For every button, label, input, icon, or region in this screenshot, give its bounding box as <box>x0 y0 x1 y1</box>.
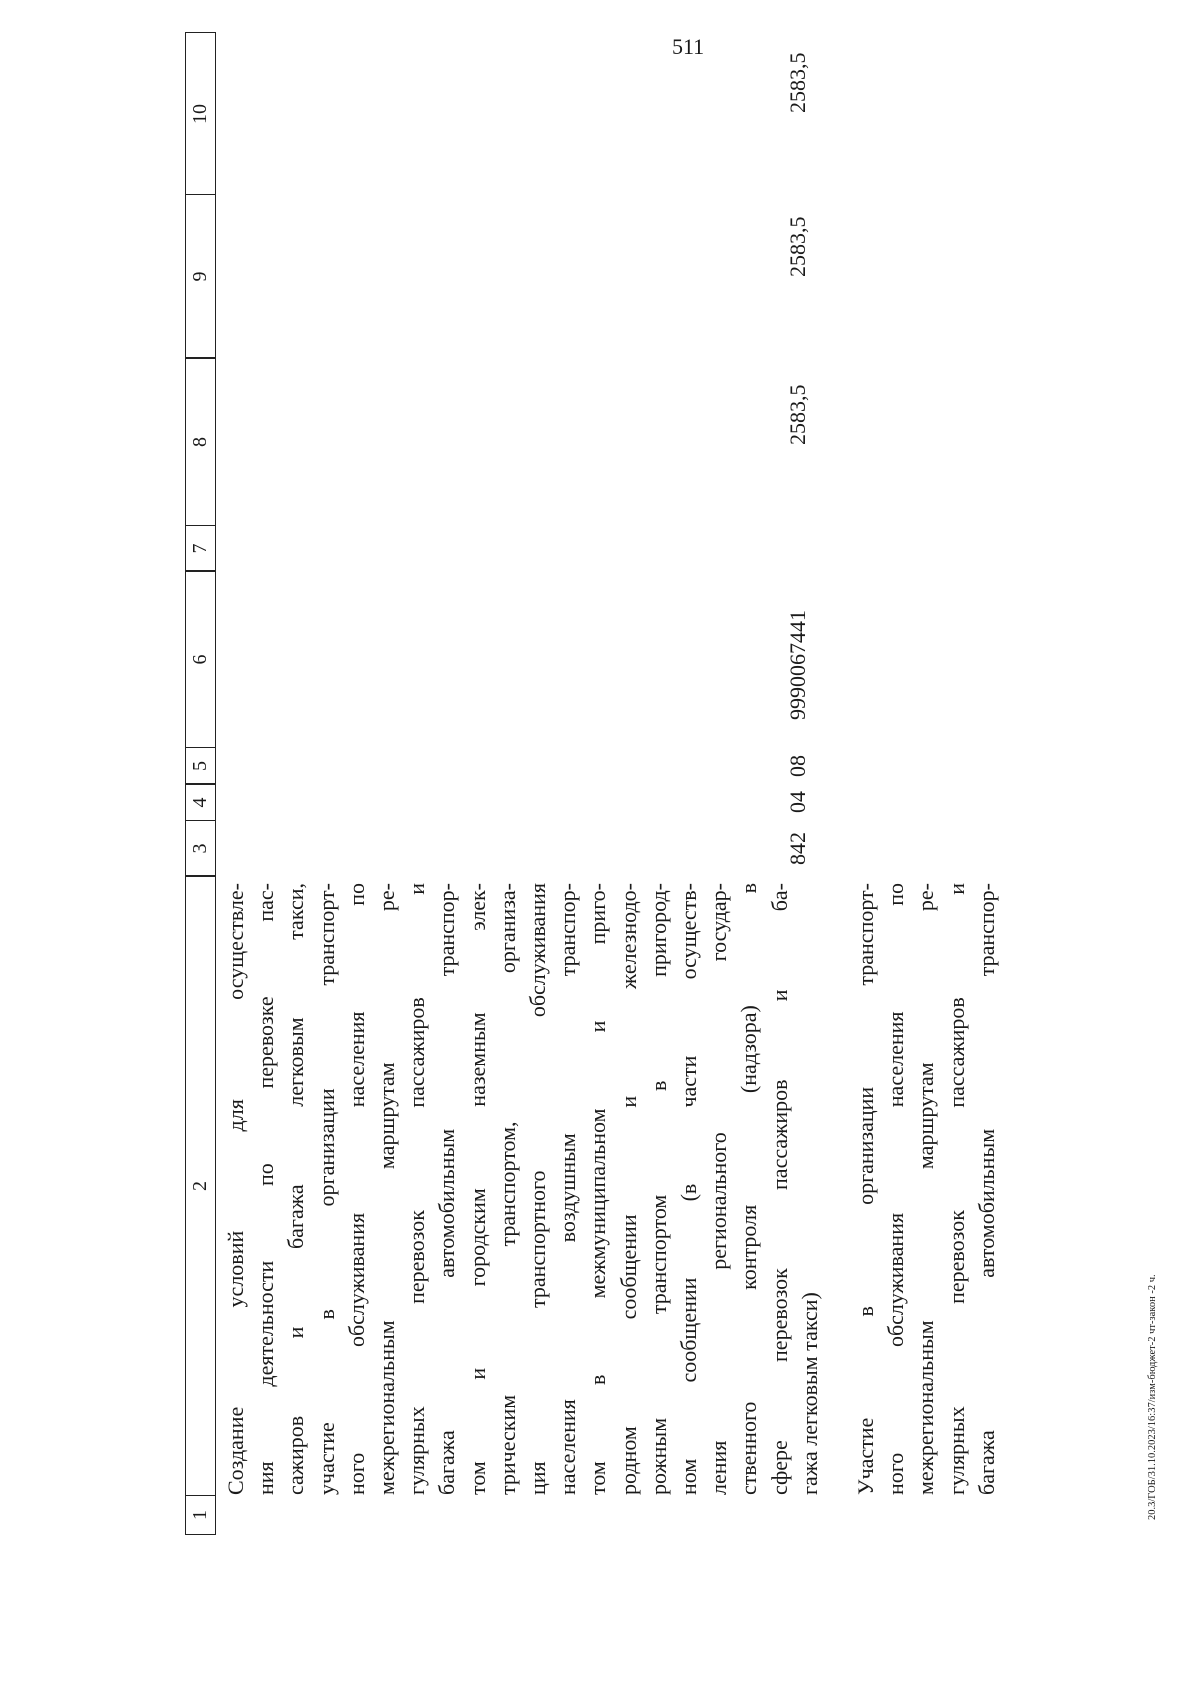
row-1-description-line: родном сообщении и железнодо- <box>615 883 641 1495</box>
row-1-description-line: гажа легковым такси) <box>796 1292 822 1495</box>
column-header-4: 4 <box>185 784 216 822</box>
row-1-description-line: участие в организации транспорт- <box>313 883 339 1495</box>
row-1-description-line: Создание условий для осуществле- <box>223 883 248 1495</box>
row-1-description-line: гулярных перевозок пассажиров и <box>404 883 430 1495</box>
row-1-cell-5: 08 <box>785 755 810 777</box>
row-1-description <box>221 883 825 1495</box>
row-1-description-line: том в межмуниципальном и приго- <box>585 883 611 1495</box>
row-1-cell-8: 2583,5 <box>785 384 810 445</box>
document-footer-code <box>1141 80 1158 1680</box>
column-header-7: 7 <box>185 525 216 572</box>
row-1-description-line: ного обслуживания населения по <box>343 883 369 1495</box>
column-header-2: 2 <box>185 876 216 1497</box>
row-1-cell-9: 2583,5 <box>785 216 810 277</box>
row-1-description-line: ция транспортного обслуживания <box>525 883 551 1495</box>
page-number: 511 <box>672 34 705 59</box>
row-2-description-line: багажа автомобильным транспор- <box>973 883 999 1495</box>
column-header-1: 1 <box>185 1495 216 1535</box>
row-2-description <box>851 883 1002 1495</box>
row-1-cell-3: 842 <box>785 832 810 865</box>
row-1-description-line: ственного контроля (надзора) в <box>736 883 762 1495</box>
footer-code-text: 20.3/ГОБ/31.10.2023/16:37/изм-бюджет-2 чт-закон -2 ч. <box>1147 1274 1158 1520</box>
row-1-description-line: сажиров и багажа легковым такси, <box>283 883 309 1495</box>
row-1-description-line: рожным транспортом в пригород- <box>645 883 671 1495</box>
column-header-9: 9 <box>185 194 216 359</box>
row-2-description-line: гулярных перевозок пассажиров и <box>943 883 969 1495</box>
row-1-description-line: ния деятельности по перевозке пас- <box>253 883 279 1495</box>
row-1-cell-4: 04 <box>785 791 810 813</box>
row-1-description-line: сфере перевозок пассажиров и ба- <box>766 883 792 1495</box>
row-2-description-line: межрегиональным маршрутам ре- <box>913 883 939 1495</box>
row-1-description-line: трическим транспортом, организа- <box>494 883 520 1495</box>
column-header-5: 5 <box>185 747 216 785</box>
budget-table <box>185 0 1085 1535</box>
row-1-cell-10: 2583,5 <box>785 52 810 113</box>
column-header-8: 8 <box>185 358 216 527</box>
column-header-10: 10 <box>185 33 216 196</box>
column-header-3: 3 <box>185 820 216 877</box>
row-1-description-line: том и городским наземным элек- <box>464 883 490 1495</box>
row-1-cell-6: 9990067441 <box>785 610 810 720</box>
column-header-6: 6 <box>185 571 216 749</box>
row-1-description-line: межрегиональным маршрутам ре- <box>374 883 400 1495</box>
row-1-description-line: населения воздушным транспор- <box>555 883 581 1495</box>
row-2-description-line: ного обслуживания населения по <box>883 883 909 1495</box>
row-2-description-line: Участие в организации транспорт- <box>853 883 878 1495</box>
row-1-description-line: ления регионального государ- <box>706 883 732 1495</box>
row-1-description-line: ном сообщении (в части осуществ- <box>676 883 702 1495</box>
row-1-description-line: багажа автомобильным транспор- <box>434 883 460 1495</box>
